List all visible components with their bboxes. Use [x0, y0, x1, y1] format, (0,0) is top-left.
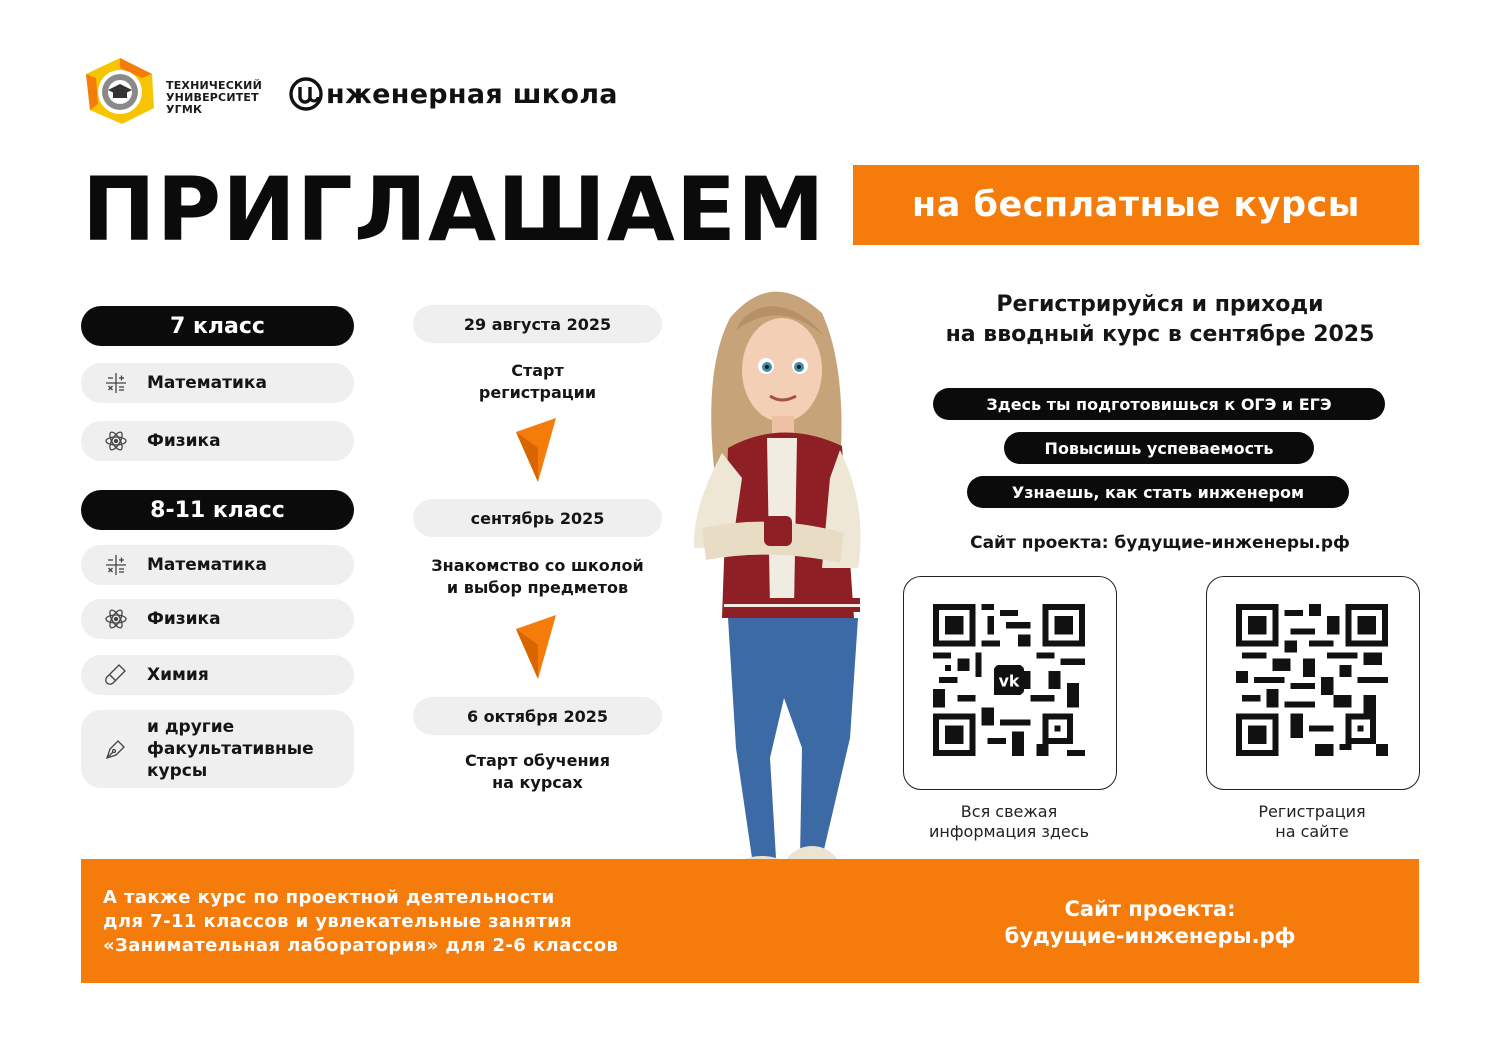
free-courses-banner: на бесплатные курсы — [853, 165, 1419, 245]
calculator-icon — [103, 370, 129, 396]
subject-math-7 — [81, 363, 354, 403]
qr-code-icon — [1236, 604, 1388, 756]
subject-math-8-11 — [81, 545, 354, 585]
svg-text:vk: vk — [998, 671, 1020, 691]
footer-site-text: Сайт проекта: будущие-инженеры.рф — [1004, 897, 1296, 948]
subject-label: и другие факультативные курсы — [147, 717, 314, 781]
timeline-date-1: 29 августа 2025 — [413, 305, 662, 343]
test-tube-icon — [103, 662, 129, 688]
timeline-date-2: сентябрь 2025 — [413, 499, 662, 537]
subject-label: Математика — [147, 555, 267, 575]
subject-physics-7 — [81, 421, 354, 461]
benefit-exam-prep: Здесь ты подготовишься к ОГЭ и ЕГЭ — [933, 388, 1385, 420]
subject-label: Математика — [147, 373, 267, 393]
subject-chemistry — [81, 655, 354, 695]
engineering-school-logo — [288, 76, 618, 112]
qr-code-vk[interactable] — [903, 576, 1117, 790]
benefit-grades: Повысишь успеваемость — [1004, 432, 1314, 464]
subject-label: Химия — [147, 665, 209, 685]
grade-8-11-badge: 8-11 класс — [81, 490, 354, 530]
subject-label: Физика — [147, 431, 221, 451]
school-logo-text: нженерная школа — [326, 78, 618, 110]
pen-nib-icon — [103, 736, 129, 762]
atom-icon — [103, 606, 129, 632]
arrow-down-icon — [512, 418, 560, 482]
footer-extra-courses-text: А также курс по проектной деятельности для 7-11 классов и увлекательные занятия «Занимательная лаборатория» для 2-6 классов — [103, 887, 619, 956]
at-sign-icon — [288, 76, 324, 112]
student-girl-illustration — [672, 278, 872, 928]
qr-code-icon — [933, 604, 1085, 756]
arrow-down-icon — [512, 615, 560, 679]
calculator-icon — [103, 552, 129, 578]
timeline-text-1: Старт регистрации — [478, 361, 597, 402]
subject-label: Физика — [147, 609, 221, 629]
subject-other-courses — [81, 710, 354, 788]
subject-physics-8-11 — [81, 599, 354, 639]
atom-icon — [103, 428, 129, 454]
qr-code-registration[interactable] — [1206, 576, 1420, 790]
timeline-date-3: 6 октября 2025 — [413, 697, 662, 735]
timeline-text-3: Старт обучения на курсах — [464, 751, 611, 792]
registration-title: Регистрируйся и приходи на вводный курс в сентябре 2025 — [945, 292, 1375, 347]
timeline-text-2: Знакомство со школой и выбор предметов — [431, 556, 644, 597]
qr-caption-vk: Вся свежая информация здесь — [929, 802, 1089, 841]
university-logo-icon — [82, 56, 158, 126]
benefit-engineer: Узнаешь, как стать инженером — [967, 476, 1349, 508]
project-site-text: Сайт проекта: будущие-инженеры.рф — [970, 533, 1350, 553]
qr-caption-registration: Регистрация на сайте — [1258, 802, 1366, 841]
grade-7-badge: 7 класс — [81, 306, 354, 346]
university-logo-text: ТЕХНИЧЕСКИЙ УНИВЕРСИТЕТ УГМК — [166, 79, 262, 116]
page-title: ПРИГЛАШАЕМ — [82, 158, 826, 261]
